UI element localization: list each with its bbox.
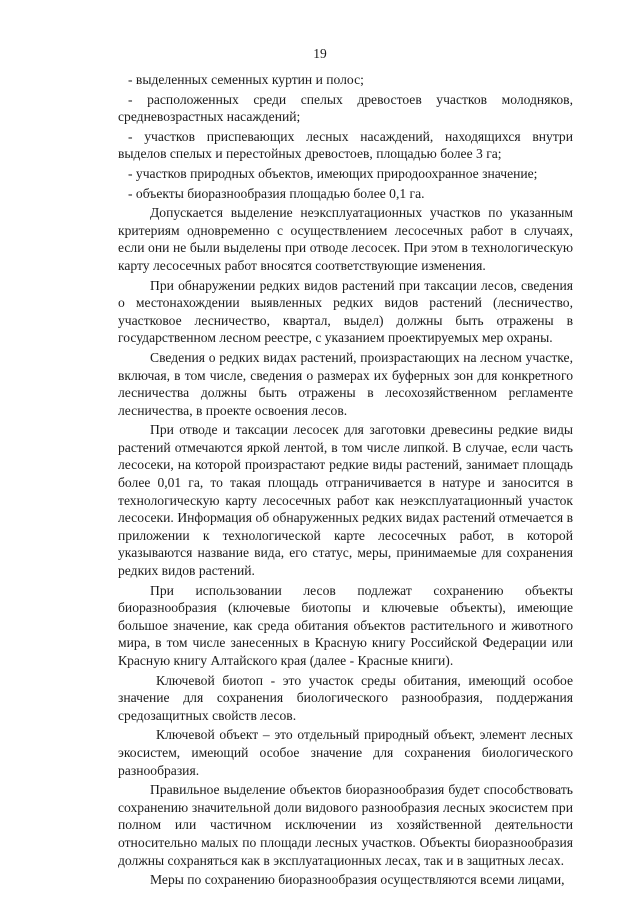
body-text	[118, 71, 573, 889]
list-item-young-stands: - расположенных среди спелых древостоев участков молодняков, средневозрастных насаждений;	[118, 91, 573, 125]
paragraph-rare-plants-regulations: Сведения о редких видах растений, произрастающих на лесном участке, включая, в том числе, сведения о размерах их буферных зон для конкретного лесничества должны быть отражены в лесохозяйственном регламенте лесничества, в проекте освоения лесов.	[118, 349, 573, 418]
list-item-maturing-stands: - участков приспевающих лесных насаждений, находящихся внутри выделов спелых и перестойных древостоев, площадью более 3 га;	[118, 128, 573, 162]
paragraph-key-object: Ключевой объект – это отдельный природный объект, элемент лесных экосистем, имеющий особое значение для сохранения биологического разнообразия.	[118, 727, 573, 778]
paragraph-cutting-area-marking: При отводе и таксации лесосек для заготовки древесины редкие виды растений отмечаются яркой лентой, в том числе липкой. В случае, если часть лесосеки, на которой произрастают редкие виды растений, занимает площадь более 0,01 га, то такая площадь отграничивается в натуре и заносится в технологическую карту лесосечных работ как неэксплуатационный участок лесосеки. Информация об обнаруженных редких видах растений отмечается в приложении к технологической карте лесосечных работ, в которой указываются название вида, его статус, меры, принимаемые для сохранения редких видов растений.	[118, 422, 573, 579]
paragraph-key-biotope: Ключевой биотоп - это участок среды обитания, имеющий особое значение для сохранения биологического разнообразия, поддержания средозащитных свойств лесов.	[118, 672, 573, 723]
paragraph-measures: Меры по сохранению биоразнообразия осуществляются всеми лицами,	[150, 872, 565, 888]
paragraph-non-operational-plots: Допускается выделение неэксплуатационных участков по указанным критериям одновременно с осуществлением лесосечных работ в случаях, если они не были выделены при отводе лесосек. При этом в технологическую карту лесосечных работ вносятся соответствующие изменения.	[118, 205, 573, 273]
paragraph-proper-allocation: Правильное выделение объектов биоразнообразия будет способствовать сохранению значительной доли видового разнообразия лесных экосистем при полном или частичном исключении из хозяйственной деятельности относительно малых по площади лесных участков. Объекты биоразнообразия должны сохраняться как в эксплуатационных лесах, так и в защитных лесах.	[118, 782, 573, 868]
page-number: 19	[313, 46, 327, 61]
paragraph-rare-plants-registry: При обнаружении редких видов растений при таксации лесов, сведения о местонахождении выявленных редких видов растений (лесничество, участковое лесничество, квартал, выдел) должны быть отражены в государственном лесном реестре, с указанием проектируемых мер охраны.	[118, 277, 573, 346]
paragraph-biodiversity-preservation: При использовании лесов подлежат сохранению объекты биоразнообразия (ключевые биотопы и ключевые объекты), имеющие большое значение, как среда обитания объектов растительного и животного мира, в том числе занесенных в Красную книгу Российской Федерации или Красную книгу Алтайского края (далее - Красные книги).	[118, 582, 573, 668]
list-item-seed-plots: - выделенных семенных куртин и полос;	[128, 72, 364, 87]
list-item-natural-objects: - участков природных объектов, имеющих природоохранное значение;	[128, 165, 538, 181]
list-item-biodiversity-objects: - объекты биоразнообразия площадью более 0,1 га.	[128, 185, 425, 201]
